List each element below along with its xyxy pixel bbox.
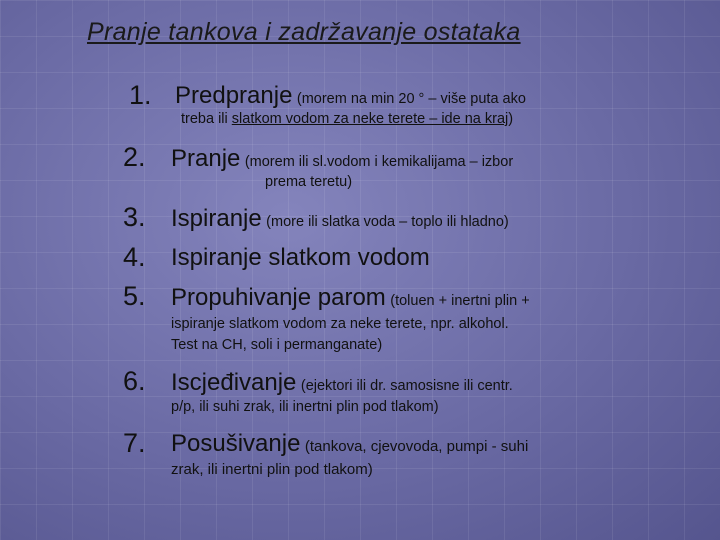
item-detail-2: (morem ili sl.vodom i kemikalijama – izbor [244,154,514,170]
item-cont-1-pre: treba ili [181,111,232,127]
item-detail-3: (more ili slatka voda – toplo ili hladno) [266,214,509,230]
item-title-6: Iscjeđivanje [171,369,297,396]
item-number-6: 6. [123,366,146,396]
item-continuation-5b: Test na CH, soli i permanganate) [171,337,383,353]
item-number-5: 5. [123,281,146,311]
item-cont-1-post: ) [508,111,514,127]
item-continuation-1 [181,111,513,127]
item-detail-1: (morem na min 20 ° – više puta ako [296,91,526,107]
item-line-5 [171,284,530,312]
item-number-2: 2. [123,142,146,172]
item-detail-5: (toluen + inertni plin + [390,293,530,309]
item-continuation-2: prema teretu) [265,174,353,190]
item-line-7 [171,430,528,458]
item-line-4 [171,244,430,272]
slide-title: Pranje tankova i zadržavanje ostataka [87,18,521,46]
item-continuation-5a: ispiranje slatkom vodom za neke terete, npr. alkohol. [171,316,509,332]
item-line-3 [171,205,509,233]
item-continuation-6: p/p, ili suhi zrak, ili inertni plin pod tlakom) [171,399,439,415]
item-line-6 [171,369,513,397]
item-line-1 [175,82,526,110]
item-title-7: Posušivanje [171,430,301,457]
item-number-7: 7. [123,428,146,458]
item-number-1: 1. [129,80,152,110]
item-title-5: Propuhivanje parom [171,284,386,311]
item-title-2: Pranje [171,145,241,172]
item-detail-6: (ejektori ili dr. samosisne ili centr. [300,378,513,394]
item-title-4: Ispiranje slatkom vodom [171,244,430,271]
item-number-3: 3. [123,202,146,232]
item-number-4: 4. [123,242,146,272]
item-continuation-7: zrak, ili inertni plin pod tlakom) [171,461,373,478]
item-line-2 [171,145,513,173]
item-detail-7: (tankova, cjevovoda, pumpi - suhi [304,438,529,455]
item-title-1: Predpranje [175,82,293,109]
item-title-3: Ispiranje [171,205,262,232]
item-cont-1-underlined: slatkom vodom za neke terete – ide na kraj [231,111,509,127]
